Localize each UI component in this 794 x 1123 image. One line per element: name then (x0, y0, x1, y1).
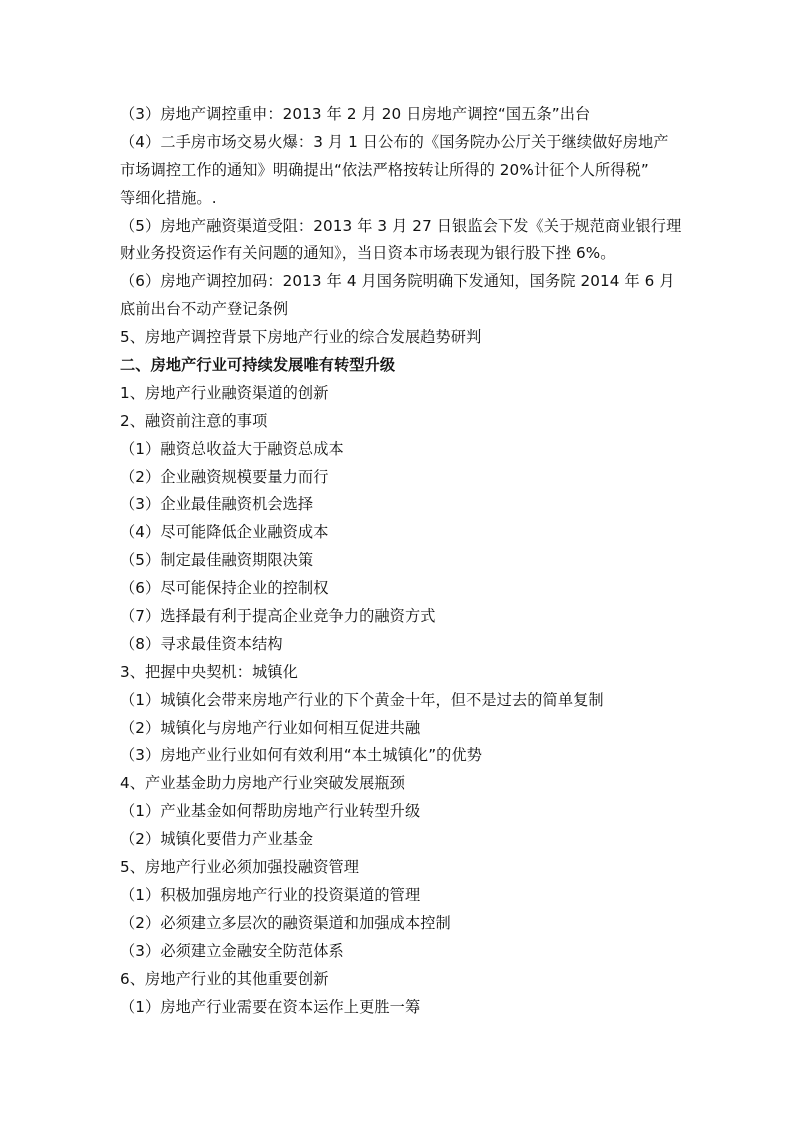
list-item: （1）积极加强房地产行业的投资渠道的管理 (120, 885, 421, 904)
list-item: （1）产业基金如何帮助房地产行业转型升级 (120, 802, 421, 821)
list-item-6-regulation-tightened-line2: 底前出台不动产登记条例 (120, 300, 289, 319)
list-item: （1）房地产行业需要在资本运作上更胜一筹 (120, 997, 421, 1016)
list-item: （5）制定最佳融资期限决策 (120, 551, 314, 570)
subsection-5-trend-analysis: 5、房地产调控背景下房地产行业的综合发展趋势研判 (120, 328, 482, 347)
list-item: （3）房地产业行业如何有效利用“本土城镇化”的优势 (120, 746, 483, 765)
list-item: （2）企业融资规模要量力而行 (120, 467, 329, 486)
subsection-1-financing-innovation: 1、房地产行业融资渠道的创新 (120, 383, 329, 402)
list-item: （4）尽可能降低企业融资成本 (120, 523, 329, 542)
list-item-4-second-hand-market-line3: 等细化措施。. (120, 188, 217, 207)
list-item: （3）企业最佳融资机会选择 (120, 495, 314, 514)
list-item: （2）必须建立多层次的融资渠道和加强成本控制 (120, 913, 451, 932)
list-item: （1）融资总收益大于融资总成本 (120, 439, 344, 458)
list-item: （6）尽可能保持企业的控制权 (120, 579, 329, 598)
list-item: （7）选择最有利于提高企业竞争力的融资方式 (120, 607, 436, 626)
list-item: （8）寻求最佳资本结构 (120, 634, 283, 653)
list-item-4-second-hand-market-line1: （4）二手房市场交易火爆：3 月 1 日公布的《国务院办公厅关于继续做好房地产 (120, 132, 669, 151)
list-item-5-financing-blocked-line2: 财业务投资运作有关问题的通知》，当日资本市场表现为银行股下挫 6%。 (120, 244, 616, 263)
list-item-3-policy-restated: （3）房地产调控重申：2013 年 2 月 20 日房地产调控“国五条”出台 (120, 105, 591, 123)
subsection-2-financing-notes: 2、融资前注意的事项 (120, 411, 268, 430)
document-body (120, 101, 680, 1021)
subsection-6-other-innovations: 6、房地产行业的其他重要创新 (120, 969, 329, 988)
section-heading-2: 二、房地产行业可持续发展唯有转型升级 (120, 356, 396, 375)
list-item: （2）城镇化与房地产行业如何相互促进共融 (120, 718, 421, 737)
subsection-4-industry-fund: 4、产业基金助力房地产行业突破发展瓶颈 (120, 774, 405, 793)
subsection-5-investment-management: 5、房地产行业必须加强投融资管理 (120, 858, 360, 877)
list-item: （1）城镇化会带来房地产行业的下个黄金十年，但不是过去的简单复制 (120, 690, 604, 709)
list-item-5-financing-blocked-line1: （5）房地产融资渠道受阻：2013 年 3 月 27 日银监会下发《关于规范商业银行理 (120, 216, 682, 235)
subsection-3-urbanization: 3、把握中央契机：城镇化 (120, 662, 298, 681)
list-item-6-regulation-tightened-line1: （6）房地产调控加码：2013 年 4 月国务院明确下发通知，国务院 2014 年 6 月 (120, 272, 675, 291)
list-item-4-second-hand-market-line2: 市场调控工作的通知》明确提出“依法严格按转让所得的 20%计征个人所得税” (120, 160, 649, 179)
list-item: （3）必须建立金融安全防范体系 (120, 941, 344, 960)
list-item: （2）城镇化要借力产业基金 (120, 830, 314, 849)
